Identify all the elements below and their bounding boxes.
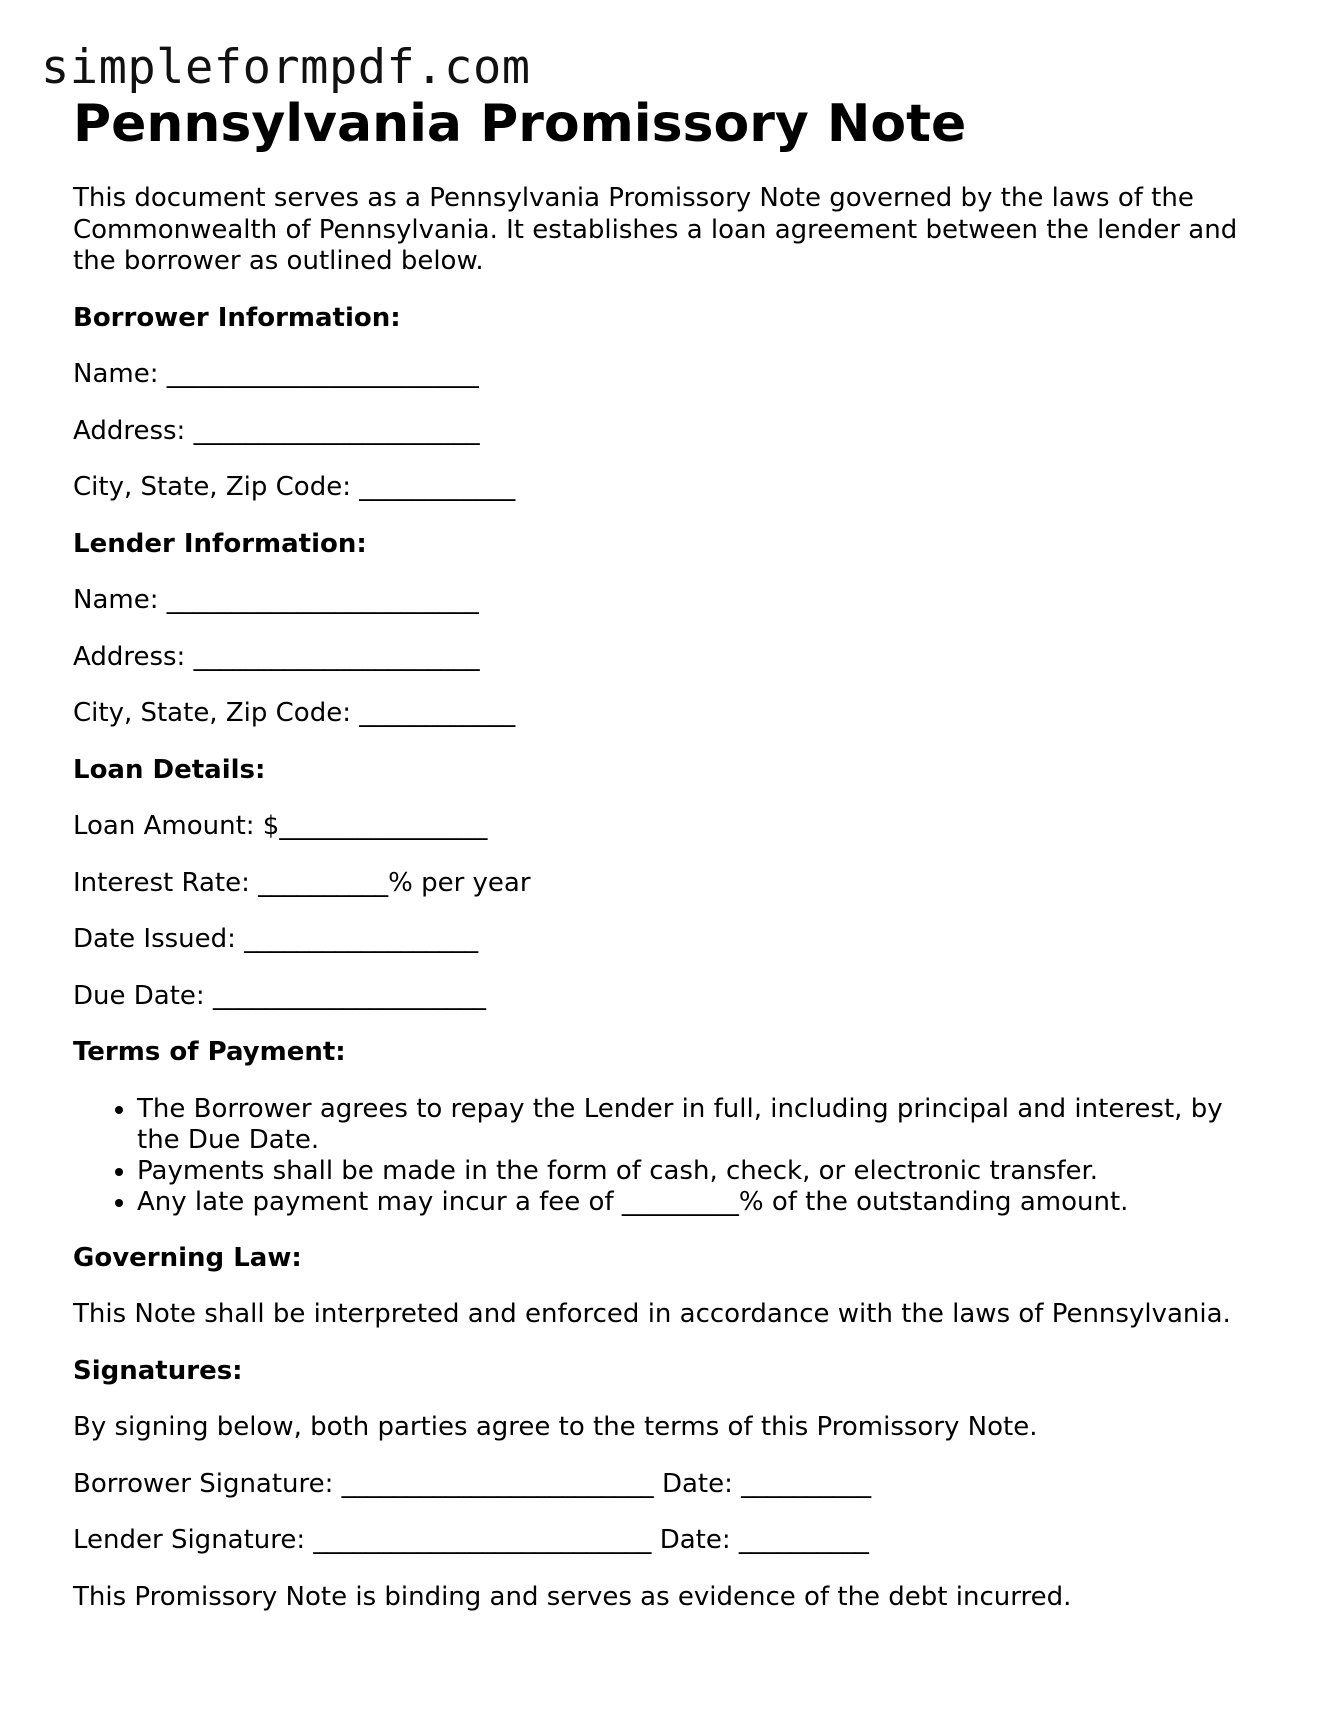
- signatures-heading: Signatures:: [73, 1355, 243, 1386]
- terms-heading: Terms of Payment:: [73, 1037, 346, 1067]
- date-issued-label: Date Issued:: [73, 924, 236, 954]
- borrower-signature-field[interactable]: [73, 1469, 1253, 1501]
- terms-list: [73, 1094, 1253, 1218]
- lender-city-field[interactable]: [73, 698, 1253, 730]
- lender-date-blank[interactable]: __________: [738, 1525, 869, 1555]
- lender-name-field[interactable]: [73, 585, 1253, 617]
- site-watermark: simpleformpdf.com: [41, 40, 531, 95]
- lender-name-blank[interactable]: ________________________: [166, 585, 479, 615]
- borrower-city-label: City, State, Zip Code:: [73, 472, 351, 502]
- date-issued-blank[interactable]: __________________: [244, 924, 479, 954]
- lender-city-label: City, State, Zip Code:: [73, 698, 351, 728]
- loan-heading: Loan Details:: [73, 754, 266, 785]
- date-issued-field[interactable]: [73, 924, 1253, 956]
- borrower-city-blank[interactable]: ____________: [359, 472, 516, 502]
- lender-address-label: Address:: [73, 641, 186, 672]
- terms-item-repay: • The Borrower agrees to repay the Lender in full, including principal and interest, by the Due Date.: [137, 1094, 1253, 1156]
- lender-address-field[interactable]: [73, 642, 1253, 674]
- borrower-signature-blank[interactable]: ________________________: [341, 1468, 654, 1499]
- borrower-heading: Borrower Information:: [73, 302, 401, 333]
- document-title: Pennsylvania Promissory Note: [73, 94, 967, 154]
- lender-address-blank[interactable]: ______________________: [193, 641, 480, 672]
- loan-amount-blank[interactable]: ________________: [279, 811, 488, 841]
- borrower-signature-label: Borrower Signature:: [73, 1468, 334, 1499]
- borrower-address-field[interactable]: [73, 416, 1253, 448]
- late-fee-suffix: % of the outstanding amount.: [738, 1186, 1129, 1217]
- borrower-date-blank[interactable]: __________: [741, 1468, 872, 1499]
- loan-amount-field[interactable]: [73, 811, 1253, 843]
- borrower-address-label: Address:: [73, 415, 186, 446]
- borrower-name-field[interactable]: [73, 359, 1253, 391]
- interest-rate-blank[interactable]: __________: [258, 867, 389, 898]
- lender-date-label: Date:: [659, 1525, 731, 1555]
- lender-name-label: Name:: [73, 585, 159, 615]
- borrower-date-label: Date:: [661, 1468, 733, 1499]
- interest-rate-field[interactable]: [73, 868, 1253, 900]
- lender-city-blank[interactable]: ____________: [359, 698, 516, 728]
- due-date-field[interactable]: [73, 981, 1253, 1013]
- due-date-blank[interactable]: _____________________: [212, 980, 486, 1011]
- document-body: [73, 88, 1253, 1613]
- borrower-address-blank[interactable]: ______________________: [193, 415, 480, 446]
- governing-law-text: This Note shall be interpreted and enforced in accordance with the laws of Pennsylvania.: [73, 1299, 1231, 1329]
- late-fee-prefix: Any late payment may incur a fee of: [137, 1186, 614, 1217]
- interest-rate-suffix: % per year: [388, 867, 531, 898]
- borrower-name-blank[interactable]: ________________________: [166, 359, 479, 389]
- borrower-city-field[interactable]: [73, 472, 1253, 504]
- borrower-name-label: Name:: [73, 359, 159, 389]
- terms-item-payment-form: • Payments shall be made in the form of cash, check, or electronic transfer.: [137, 1156, 1253, 1187]
- intro-paragraph: This document serves as a Pennsylvania Promissory Note governed by the laws of the Commonwealth of Pennsylvania. It establishes a loan agreement between the lender and the borrower as outlined below.: [73, 183, 1238, 276]
- late-fee-blank[interactable]: _________: [621, 1186, 739, 1217]
- signatures-text: By signing below, both parties agree to the terms of this Promissory Note.: [73, 1412, 1038, 1442]
- terms-item-late-fee: [137, 1187, 1253, 1218]
- closing-statement: This Promissory Note is binding and serves as evidence of the debt incurred.: [73, 1581, 1072, 1612]
- lender-signature-field[interactable]: [73, 1525, 1253, 1557]
- governing-law-heading: Governing Law:: [73, 1242, 302, 1273]
- loan-amount-label: Loan Amount: $: [73, 811, 280, 841]
- lender-signature-blank[interactable]: __________________________: [313, 1525, 652, 1555]
- due-date-label: Due Date:: [73, 980, 205, 1011]
- lender-signature-label: Lender Signature:: [73, 1525, 306, 1555]
- lender-heading: Lender Information:: [73, 528, 367, 559]
- interest-rate-label: Interest Rate:: [73, 867, 250, 898]
